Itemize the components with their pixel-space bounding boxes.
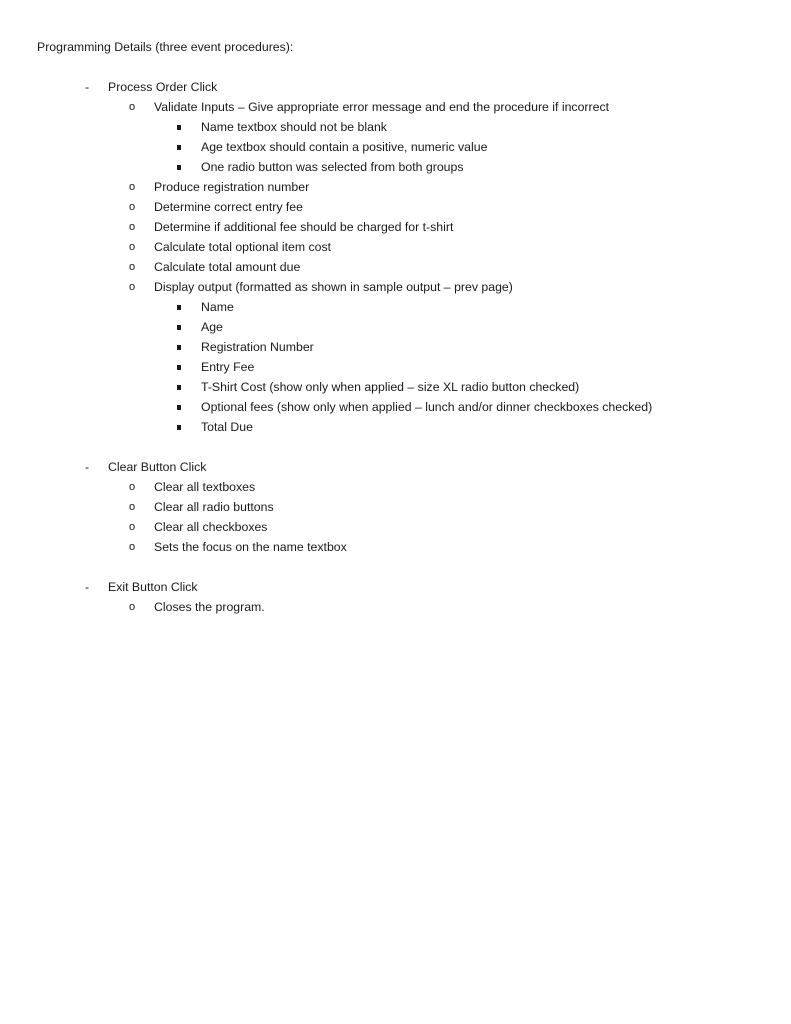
list-item-text: Clear all radio buttons <box>154 500 274 514</box>
circle-bullet-icon: o <box>129 221 136 233</box>
sub-list-item-text: Registration Number <box>201 340 314 354</box>
sub-list-item-text: Name textbox should not be blank <box>201 120 387 134</box>
section-heading <box>0 77 791 97</box>
section-heading-text: Exit Button Click <box>108 580 198 594</box>
list-item <box>0 597 791 617</box>
sub-list-item-text: T-Shirt Cost (show only when applied – size XL radio button checked) <box>201 380 580 394</box>
dash-bullet-icon: - <box>85 460 90 474</box>
dash-bullet-icon: - <box>85 80 90 94</box>
list-item <box>0 197 791 217</box>
list-item-text: Determine correct entry fee <box>154 200 303 214</box>
sub-list-item-text: One radio button was selected from both groups <box>201 160 464 174</box>
list-item-text: Determine if additional fee should be charged for t-shirt <box>154 220 454 234</box>
square-bullet-icon <box>177 145 181 150</box>
section-heading <box>0 457 791 477</box>
square-bullet-icon <box>177 305 181 310</box>
square-bullet-icon <box>177 425 181 430</box>
section-heading-text: Clear Button Click <box>108 460 207 474</box>
spacer <box>0 557 791 577</box>
section-heading-text: Process Order Click <box>108 80 218 94</box>
list-item-text: Produce registration number <box>154 180 310 194</box>
circle-bullet-icon: o <box>129 541 136 553</box>
sub-list-item-text: Name <box>201 300 234 314</box>
list-item-text: Clear all textboxes <box>154 480 256 494</box>
sub-list-item <box>0 417 791 437</box>
sub-list-item-text: Optional fees (show only when applied – lunch and/or dinner checkboxes checked) <box>201 400 653 414</box>
circle-bullet-icon: o <box>129 201 136 213</box>
document-title: Programming Details (three event procedures): <box>37 40 294 54</box>
circle-bullet-icon: o <box>129 601 136 613</box>
sub-list-item-text: Age textbox should contain a positive, numeric value <box>201 140 488 154</box>
list-item <box>0 277 791 297</box>
list-item-text: Validate Inputs – Give appropriate error message and end the procedure if incorrect <box>154 100 610 114</box>
list-item <box>0 517 791 537</box>
list-item-text: Closes the program. <box>154 600 265 614</box>
square-bullet-icon <box>177 165 181 170</box>
circle-bullet-icon: o <box>129 241 136 253</box>
dash-bullet-icon: - <box>85 580 90 594</box>
section-heading <box>0 577 791 597</box>
sub-list-item-text: Age <box>201 320 223 334</box>
list-item <box>0 477 791 497</box>
square-bullet-icon <box>177 325 181 330</box>
list-item-text: Calculate total optional item cost <box>154 240 332 254</box>
circle-bullet-icon: o <box>129 281 136 293</box>
list-item <box>0 257 791 277</box>
circle-bullet-icon: o <box>129 481 136 493</box>
sub-list-item <box>0 317 791 337</box>
sub-list-item <box>0 157 791 177</box>
square-bullet-icon <box>177 365 181 370</box>
square-bullet-icon <box>177 405 181 410</box>
circle-bullet-icon: o <box>129 101 136 113</box>
square-bullet-icon <box>177 385 181 390</box>
sub-list-item-text: Entry Fee <box>201 360 255 374</box>
spacer <box>0 57 791 77</box>
list-item <box>0 537 791 557</box>
sub-list-item <box>0 117 791 137</box>
sub-list-item <box>0 357 791 377</box>
circle-bullet-icon: o <box>129 181 136 193</box>
list-item <box>0 177 791 197</box>
document-page <box>0 37 791 617</box>
sub-list-item <box>0 297 791 317</box>
list-item <box>0 217 791 237</box>
list-item-text: Sets the focus on the name textbox <box>154 540 347 554</box>
circle-bullet-icon: o <box>129 501 136 513</box>
list-item <box>0 97 791 117</box>
list-item <box>0 497 791 517</box>
circle-bullet-icon: o <box>129 261 136 273</box>
sub-list-item <box>0 397 791 417</box>
list-item-text: Calculate total amount due <box>154 260 301 274</box>
square-bullet-icon <box>177 345 181 350</box>
sub-list-item <box>0 137 791 157</box>
list-item-text: Display output (formatted as shown in sample output – prev page) <box>154 280 513 294</box>
square-bullet-icon <box>177 125 181 130</box>
sub-list-item <box>0 337 791 357</box>
sub-list-item <box>0 377 791 397</box>
circle-bullet-icon: o <box>129 521 136 533</box>
spacer <box>0 437 791 457</box>
list-item <box>0 237 791 257</box>
list-item-text: Clear all checkboxes <box>154 520 268 534</box>
sub-list-item-text: Total Due <box>201 420 253 434</box>
